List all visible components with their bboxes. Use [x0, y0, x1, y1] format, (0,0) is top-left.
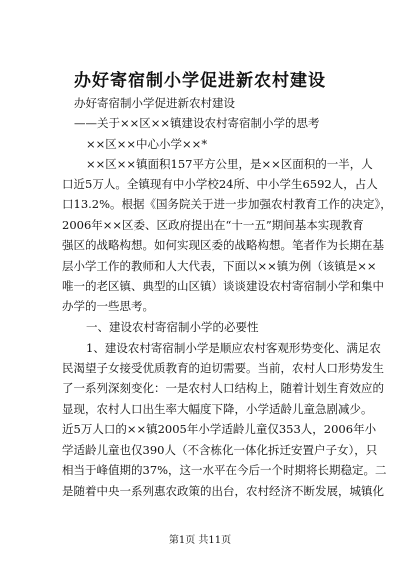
paragraph-line: 是随着中央一系列惠农政策的出台，农村经济不断发展，城镇化 — [62, 484, 384, 498]
paragraph-line: 显现，农村人口出生率大幅度下降，小学适龄儿童急剧减少。 — [62, 402, 373, 416]
paragraph-line: 民渴望子女接受优质教育的迫切需要。当前，农村人口形势发生 — [62, 361, 384, 375]
paragraph-line: 口13.2%。根据《国务院关于进一步加强农村教育工作的决定》， — [62, 197, 392, 211]
document-author: ××区××中心小学××* — [86, 137, 208, 151]
paragraph-line: 相当于峰值期的37%，这一水平在今后一个时期将长期稳定。二 — [62, 463, 387, 477]
document-title: 办好寄宿制小学促进新农村建设 — [74, 71, 326, 91]
document-subtitle: 办好寄宿制小学促进新农村建设 — [74, 96, 235, 110]
paragraph-line: 层小学工作的教师和人大代表，下面以××镇为例（该镇是×× — [62, 259, 377, 273]
paragraph-line: 1、建设农村寄宿制小学是顺应农村客观形势变化、满足农 — [86, 341, 381, 355]
paragraph-line: 口近5万人。全镇现有中小学校24所、中小学生6592人，占人 — [62, 177, 378, 191]
page-footer: 第1页 共11页 — [168, 535, 232, 546]
section-heading: 一、建设农村寄宿制小学的必要性 — [86, 320, 259, 334]
paragraph-line: 强区的战略构想。如何实现区委的战略构想。笔者作为长期在基 — [62, 238, 384, 252]
paragraph-line: 唯一的老区镇、典型的山区镇）谈谈建设农村寄宿制小学和集中 — [62, 279, 384, 293]
paragraph-line: 了一系列深刻变化：一是农村人口结构上，随着计划生育效应的 — [62, 381, 384, 395]
paragraph-line: 2006年××区委、区政府提出在“十一五”期间基本实现教育 — [62, 218, 364, 232]
document-subheading: ——关于××区××镇建设农村寄宿制小学的思考 — [74, 116, 320, 130]
paragraph-line: 办学的一些思考。 — [62, 299, 154, 313]
paragraph-line: ××区××镇面积157平方公里，是××区面积的一半，人 — [86, 157, 373, 171]
paragraph-line: 近5万人口的××镇2005年小学适龄儿童仅353人，2006年小 — [62, 422, 377, 436]
paragraph-line: 学适龄儿童也仅390人（不含栋化一体化拆迁安置户子女），只 — [62, 443, 378, 457]
